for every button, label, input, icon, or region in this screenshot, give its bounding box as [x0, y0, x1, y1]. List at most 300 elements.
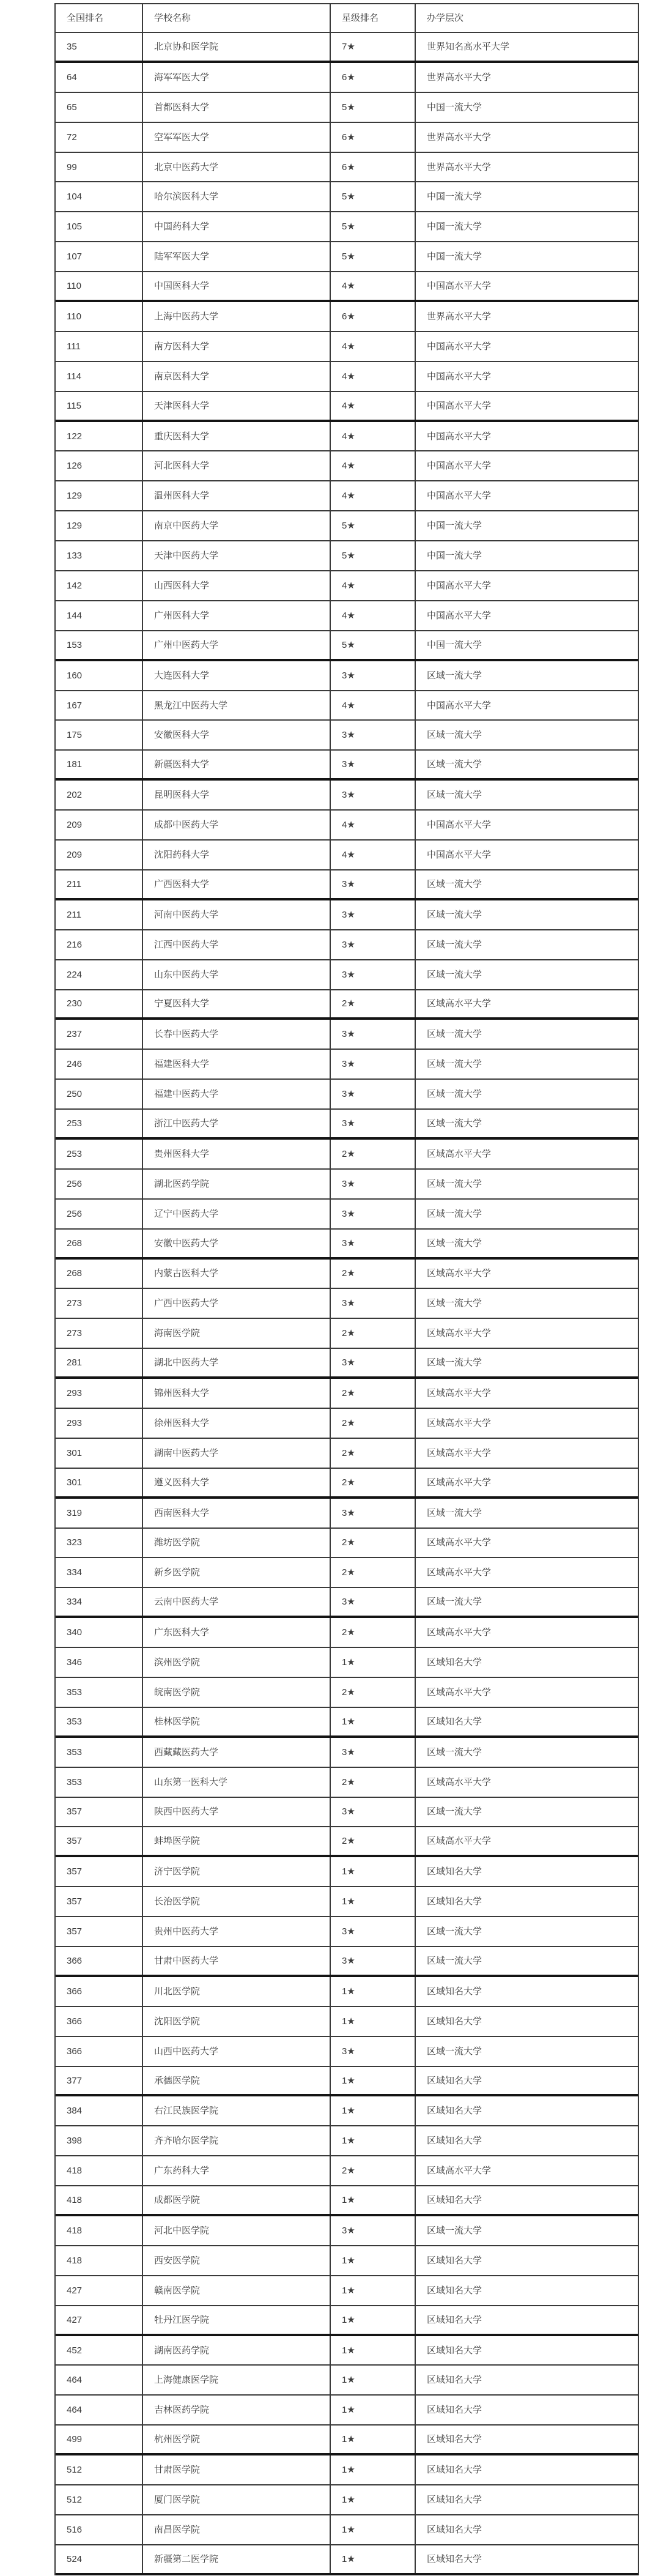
table-header-row: [56, 4, 638, 33]
star-cell: 2★: [331, 1140, 416, 1168]
level-cell: 区域高水平大学: [427, 1687, 492, 1698]
school-cell: 厦门医学院: [143, 2485, 331, 2514]
level-cell: 区域一流大学: [427, 1029, 482, 1040]
school-cell: 西安医学院: [143, 2246, 331, 2275]
school-cell: 甘肃医学院: [143, 2455, 331, 2484]
level-cell: 区域一流大学: [427, 969, 482, 980]
table-row: [56, 1947, 638, 1977]
table-row: [56, 2067, 638, 2097]
star-cell: 3★: [331, 661, 416, 690]
table-row: [56, 1738, 638, 1768]
rank-cell: 110: [56, 272, 143, 300]
school-cell: 皖南医学院: [143, 1678, 331, 1707]
rank-cell: 64: [56, 63, 143, 92]
table-row: [56, 1170, 638, 1200]
school-cell: 吉林医药学院: [143, 2396, 331, 2424]
level-cell: 中国一流大学: [427, 551, 482, 562]
star-cell: 1★: [331, 2545, 416, 2573]
table-row: [56, 2366, 638, 2396]
star-cell: 4★: [331, 362, 416, 391]
table-row: [56, 1618, 638, 1648]
school-cell: 广东药科大学: [143, 2156, 331, 2185]
level-cell: 区域高水平大学: [427, 1148, 492, 1159]
rank-cell: 105: [56, 212, 143, 241]
rank-cell: 35: [56, 33, 143, 61]
rank-cell: 129: [56, 481, 143, 510]
star-cell: 4★: [331, 481, 416, 510]
school-cell: 湖南中医药大学: [143, 1439, 331, 1468]
school-cell: 温州医科大学: [143, 481, 331, 510]
level-cell: 区域知名大学: [427, 1896, 482, 1907]
rank-cell: 499: [56, 2426, 143, 2453]
table-row: [56, 1080, 638, 1110]
star-cell: 2★: [331, 1678, 416, 1707]
level-cell: 区域一流大学: [427, 1955, 482, 1966]
level-cell: 区域一流大学: [427, 878, 482, 889]
level-cell: 中国高水平大学: [427, 700, 492, 711]
rank-cell: 301: [56, 1439, 143, 1468]
table-row: [56, 1529, 638, 1559]
table-row: [56, 511, 638, 541]
rank-cell: 181: [56, 751, 143, 778]
rank-cell: 167: [56, 691, 143, 720]
school-cell: 成都中医药大学: [143, 811, 331, 839]
school-cell: 安徽医科大学: [143, 721, 331, 749]
table-row: [56, 721, 638, 751]
table-row: [56, 2096, 638, 2126]
rank-cell: 250: [56, 1080, 143, 1108]
level-cell: 区域一流大学: [427, 939, 482, 950]
level-cell: 区域知名大学: [427, 2434, 482, 2445]
level-cell: 中国一流大学: [427, 521, 482, 532]
table-row: [56, 631, 638, 661]
star-cell: 3★: [331, 781, 416, 809]
table-row: [56, 2276, 638, 2306]
level-cell: 区域一流大学: [427, 1238, 482, 1249]
rank-cell: 346: [56, 1648, 143, 1677]
school-cell: 安徽中医药大学: [143, 1230, 331, 1257]
school-cell: 海军军医大学: [143, 63, 331, 92]
school-cell: 西藏藏医药大学: [143, 1738, 331, 1767]
star-cell: 4★: [331, 392, 416, 420]
table-row: [56, 1558, 638, 1588]
star-cell: 4★: [331, 601, 416, 630]
rank-cell: 516: [56, 2515, 143, 2544]
header-star: 星级排名: [331, 4, 416, 32]
level-cell: 区域高水平大学: [427, 1447, 492, 1458]
table-row: [56, 2007, 638, 2037]
rank-cell: 366: [56, 1977, 143, 2006]
rank-cell: 253: [56, 1140, 143, 1168]
table-row: [56, 451, 638, 481]
star-cell: 3★: [331, 751, 416, 778]
rank-cell: 107: [56, 242, 143, 271]
star-cell: 5★: [331, 212, 416, 241]
rank-cell: 418: [56, 2216, 143, 2245]
rank-cell: 340: [56, 1618, 143, 1647]
table-row: [56, 960, 638, 990]
star-cell: 3★: [331, 1200, 416, 1228]
rank-cell: 319: [56, 1499, 143, 1527]
star-cell: 1★: [331, 1857, 416, 1886]
table-row: [56, 1768, 638, 1798]
level-cell: 世界高水平大学: [427, 132, 492, 143]
level-cell: 区域知名大学: [427, 1986, 482, 1997]
school-cell: 河北中医学院: [143, 2216, 331, 2245]
rank-cell: 427: [56, 2306, 143, 2334]
star-cell: 1★: [331, 2306, 416, 2334]
table-row: [56, 751, 638, 781]
school-cell: 新乡医学院: [143, 1558, 331, 1587]
star-cell: 4★: [331, 451, 416, 480]
star-cell: 2★: [331, 1558, 416, 1587]
star-cell: 1★: [331, 2096, 416, 2125]
school-cell: 齐齐哈尔医学院: [143, 2126, 331, 2155]
school-cell: 广西中医药大学: [143, 1289, 331, 1318]
school-cell: 北京中医药大学: [143, 153, 331, 182]
star-cell: 1★: [331, 1708, 416, 1735]
school-cell: 陕西中医药大学: [143, 1798, 331, 1827]
star-cell: 6★: [331, 123, 416, 152]
table-row: [56, 1439, 638, 1469]
rank-cell: 104: [56, 182, 143, 211]
school-cell: 海南医学院: [143, 1319, 331, 1348]
star-cell: 2★: [331, 1260, 416, 1288]
table-row: [56, 272, 638, 302]
star-cell: 1★: [331, 2246, 416, 2275]
rank-cell: 237: [56, 1020, 143, 1049]
rank-cell: 353: [56, 1738, 143, 1767]
star-cell: 2★: [331, 1409, 416, 1438]
table-row: [56, 1917, 638, 1947]
level-cell: 区域一流大学: [427, 1357, 482, 1368]
rank-cell: 418: [56, 2186, 143, 2214]
table-row: [56, 182, 638, 212]
rank-cell: 281: [56, 1349, 143, 1376]
table-row: [56, 571, 638, 601]
level-cell: 区域高水平大学: [427, 1836, 492, 1847]
star-cell: 5★: [331, 631, 416, 659]
star-cell: 6★: [331, 153, 416, 182]
table-row: [56, 2426, 638, 2455]
level-cell: 中国高水平大学: [427, 400, 492, 411]
rank-cell: 293: [56, 1409, 143, 1438]
table-row: [56, 990, 638, 1020]
level-cell: 中国高水平大学: [427, 371, 492, 382]
level-cell: 区域一流大学: [427, 790, 482, 801]
table-row: [56, 2545, 638, 2575]
school-cell: 山西中医药大学: [143, 2037, 331, 2066]
rank-cell: 366: [56, 2007, 143, 2036]
school-cell: 宁夏医科大学: [143, 990, 331, 1018]
level-cell: 区域一流大学: [427, 730, 482, 741]
level-cell: 区域知名大学: [427, 2345, 482, 2356]
table-row: [56, 1977, 638, 2007]
school-cell: 长春中医药大学: [143, 1020, 331, 1049]
table-row: [56, 2455, 638, 2485]
rank-cell: 464: [56, 2396, 143, 2424]
star-cell: 3★: [331, 1050, 416, 1078]
table-row: [56, 1140, 638, 1170]
school-cell: 新疆医科大学: [143, 751, 331, 778]
table-row: [56, 2485, 638, 2515]
school-cell: 济宁医学院: [143, 1857, 331, 1886]
table-row: [56, 2037, 638, 2067]
table-row: [56, 2156, 638, 2186]
rank-cell: 377: [56, 2067, 143, 2095]
header-school: 学校名称: [143, 4, 331, 32]
table-row: [56, 1798, 638, 1828]
level-cell: 区域知名大学: [427, 2195, 482, 2206]
school-cell: 大连医科大学: [143, 661, 331, 690]
table-row: [56, 1379, 638, 1409]
rank-cell: 253: [56, 1110, 143, 1137]
school-cell: 南昌医学院: [143, 2515, 331, 2544]
level-cell: 区域知名大学: [427, 2405, 482, 2416]
rank-cell: 72: [56, 123, 143, 152]
school-cell: 承德医学院: [143, 2067, 331, 2095]
level-cell: 中国高水平大学: [427, 610, 492, 621]
level-cell: 区域知名大学: [427, 1866, 482, 1877]
rank-cell: 160: [56, 661, 143, 690]
school-cell: 陆军军医大学: [143, 242, 331, 271]
star-cell: 3★: [331, 1798, 416, 1827]
level-cell: 中国高水平大学: [427, 341, 492, 352]
table-row: [56, 302, 638, 332]
level-cell: 区域高水平大学: [427, 1567, 492, 1578]
star-cell: 3★: [331, 930, 416, 959]
school-cell: 桂林医学院: [143, 1708, 331, 1735]
school-cell: 河南中医药大学: [143, 900, 331, 929]
school-cell: 川北医学院: [143, 1977, 331, 2006]
school-cell: 沈阳医学院: [143, 2007, 331, 2036]
table-row: [56, 1289, 638, 1319]
rank-cell: 110: [56, 302, 143, 331]
school-cell: 广州中医药大学: [143, 631, 331, 659]
ranking-table: [54, 3, 639, 2575]
star-cell: 5★: [331, 541, 416, 570]
level-cell: 区域一流大学: [427, 1059, 482, 1070]
star-cell: 2★: [331, 990, 416, 1018]
rank-cell: 211: [56, 870, 143, 898]
rank-cell: 202: [56, 781, 143, 809]
star-cell: 4★: [331, 571, 416, 600]
star-cell: 3★: [331, 1738, 416, 1767]
star-cell: 5★: [331, 242, 416, 271]
level-cell: 中国高水平大学: [427, 461, 492, 472]
level-cell: 区域一流大学: [427, 759, 482, 770]
rank-cell: 366: [56, 1947, 143, 1975]
star-cell: 2★: [331, 2156, 416, 2185]
table-row: [56, 541, 638, 571]
level-cell: 区域知名大学: [427, 2314, 482, 2325]
level-cell: 区域一流大学: [427, 1089, 482, 1100]
star-cell: 3★: [331, 2037, 416, 2066]
school-cell: 中国医科大学: [143, 272, 331, 300]
level-cell: 中国一流大学: [427, 639, 482, 650]
rank-cell: 273: [56, 1289, 143, 1318]
header-level: 办学层次: [427, 13, 464, 23]
level-cell: 区域知名大学: [427, 2465, 482, 2476]
school-cell: 蚌埠医学院: [143, 1827, 331, 1855]
table-row: [56, 1050, 638, 1080]
star-cell: 1★: [331, 2007, 416, 2036]
school-cell: 湖北中医药大学: [143, 1349, 331, 1376]
table-row: [56, 422, 638, 452]
school-cell: 山西医科大学: [143, 571, 331, 600]
school-cell: 广西医科大学: [143, 870, 331, 898]
rank-cell: 398: [56, 2126, 143, 2155]
star-cell: 1★: [331, 2067, 416, 2095]
school-cell: 广东医科大学: [143, 1618, 331, 1647]
table-row: [56, 362, 638, 392]
rank-cell: 334: [56, 1558, 143, 1587]
table-row: [56, 332, 638, 362]
level-cell: 中国高水平大学: [427, 580, 492, 591]
level-cell: 中国高水平大学: [427, 491, 492, 502]
school-cell: 云南中医药大学: [143, 1588, 331, 1616]
rank-cell: 256: [56, 1200, 143, 1228]
school-cell: 辽宁中医药大学: [143, 1200, 331, 1228]
school-cell: 北京协和医学院: [143, 33, 331, 61]
school-cell: 哈尔滨医科大学: [143, 182, 331, 211]
star-cell: 3★: [331, 960, 416, 989]
rank-cell: 357: [56, 1827, 143, 1855]
level-cell: 中国高水平大学: [427, 281, 492, 292]
table-row: [56, 811, 638, 841]
rank-cell: 211: [56, 900, 143, 929]
school-cell: 中国药科大学: [143, 212, 331, 241]
table-row: [56, 841, 638, 870]
school-cell: 山东中医药大学: [143, 960, 331, 989]
level-cell: 世界高水平大学: [427, 311, 492, 322]
level-cell: 区域一流大学: [427, 1208, 482, 1219]
level-cell: 中国一流大学: [427, 102, 482, 113]
star-cell: 7★: [331, 33, 416, 61]
rank-cell: 464: [56, 2366, 143, 2394]
star-cell: 1★: [331, 1977, 416, 2006]
school-cell: 昆明医科大学: [143, 781, 331, 809]
school-cell: 南京医科大学: [143, 362, 331, 391]
table-row: [56, 661, 638, 691]
table-body: [56, 33, 638, 2575]
star-cell: 3★: [331, 900, 416, 929]
table-row: [56, 1887, 638, 1917]
star-cell: 1★: [331, 1648, 416, 1677]
table-row: [56, 1110, 638, 1140]
star-cell: 3★: [331, 1588, 416, 1616]
level-cell: 中国高水平大学: [427, 820, 492, 831]
table-row: [56, 63, 638, 93]
level-cell: 区域一流大学: [427, 670, 482, 681]
star-cell: 1★: [331, 1887, 416, 1916]
star-cell: 4★: [331, 811, 416, 839]
rank-cell: 99: [56, 153, 143, 182]
school-cell: 潍坊医学院: [143, 1529, 331, 1557]
rank-cell: 334: [56, 1588, 143, 1616]
school-cell: 西南医科大学: [143, 1499, 331, 1527]
rank-cell: 384: [56, 2096, 143, 2125]
rank-cell: 357: [56, 1917, 143, 1946]
star-cell: 1★: [331, 2485, 416, 2514]
school-cell: 南京中医药大学: [143, 511, 331, 540]
rank-cell: 452: [56, 2336, 143, 2365]
level-cell: 区域一流大学: [427, 1746, 482, 1758]
school-cell: 成都医学院: [143, 2186, 331, 2214]
table-row: [56, 1708, 638, 1738]
level-cell: 世界高水平大学: [427, 72, 492, 83]
star-cell: 5★: [331, 93, 416, 122]
star-cell: 2★: [331, 1618, 416, 1647]
star-cell: 2★: [331, 1319, 416, 1348]
star-cell: 3★: [331, 1020, 416, 1049]
school-cell: 右江民族医学院: [143, 2096, 331, 2125]
star-cell: 3★: [331, 1230, 416, 1257]
table-row: [56, 481, 638, 511]
level-cell: 世界高水平大学: [427, 161, 492, 173]
school-cell: 内蒙古医科大学: [143, 1260, 331, 1288]
level-cell: 区域一流大学: [427, 1806, 482, 1817]
level-cell: 区域一流大学: [427, 1118, 482, 1129]
level-cell: 中国高水平大学: [427, 849, 492, 860]
school-cell: 广州医科大学: [143, 601, 331, 630]
level-cell: 中国一流大学: [427, 251, 482, 262]
star-cell: 2★: [331, 1439, 416, 1468]
table-row: [56, 1499, 638, 1529]
rank-cell: 256: [56, 1170, 143, 1198]
table-row: [56, 1588, 638, 1618]
star-cell: 1★: [331, 2186, 416, 2214]
table-row: [56, 2336, 638, 2366]
star-cell: 1★: [331, 2276, 416, 2305]
rank-cell: 246: [56, 1050, 143, 1078]
table-row: [56, 123, 638, 153]
level-cell: 区域知名大学: [427, 2524, 482, 2535]
rank-cell: 209: [56, 841, 143, 869]
rank-cell: 224: [56, 960, 143, 989]
level-cell: 区域一流大学: [427, 1926, 482, 1937]
school-cell: 福建医科大学: [143, 1050, 331, 1078]
level-cell: 区域一流大学: [427, 909, 482, 920]
star-cell: 3★: [331, 1499, 416, 1527]
star-cell: 6★: [331, 63, 416, 92]
rank-cell: 129: [56, 511, 143, 540]
school-cell: 黑龙江中医药大学: [143, 691, 331, 720]
rank-cell: 357: [56, 1887, 143, 1916]
rank-cell: 115: [56, 392, 143, 420]
level-cell: 区域高水平大学: [427, 1388, 492, 1399]
rank-cell: 133: [56, 541, 143, 570]
level-cell: 区域一流大学: [427, 1597, 482, 1608]
rank-cell: 353: [56, 1678, 143, 1707]
rank-cell: 273: [56, 1319, 143, 1348]
table-row: [56, 1200, 638, 1230]
table-row: [56, 900, 638, 930]
table-row: [56, 1230, 638, 1260]
level-cell: 区域一流大学: [427, 1298, 482, 1309]
table-row: [56, 33, 638, 63]
table-row: [56, 1827, 638, 1857]
level-cell: 区域知名大学: [427, 2106, 482, 2117]
star-cell: 4★: [331, 691, 416, 720]
table-row: [56, 1020, 638, 1050]
school-cell: 浙江中医药大学: [143, 1110, 331, 1137]
level-cell: 区域高水平大学: [427, 2166, 492, 2177]
school-cell: 长治医学院: [143, 1887, 331, 1916]
level-cell: 区域高水平大学: [427, 1477, 492, 1488]
level-cell: 世界知名高水平大学: [427, 41, 510, 52]
table-row: [56, 1409, 638, 1439]
